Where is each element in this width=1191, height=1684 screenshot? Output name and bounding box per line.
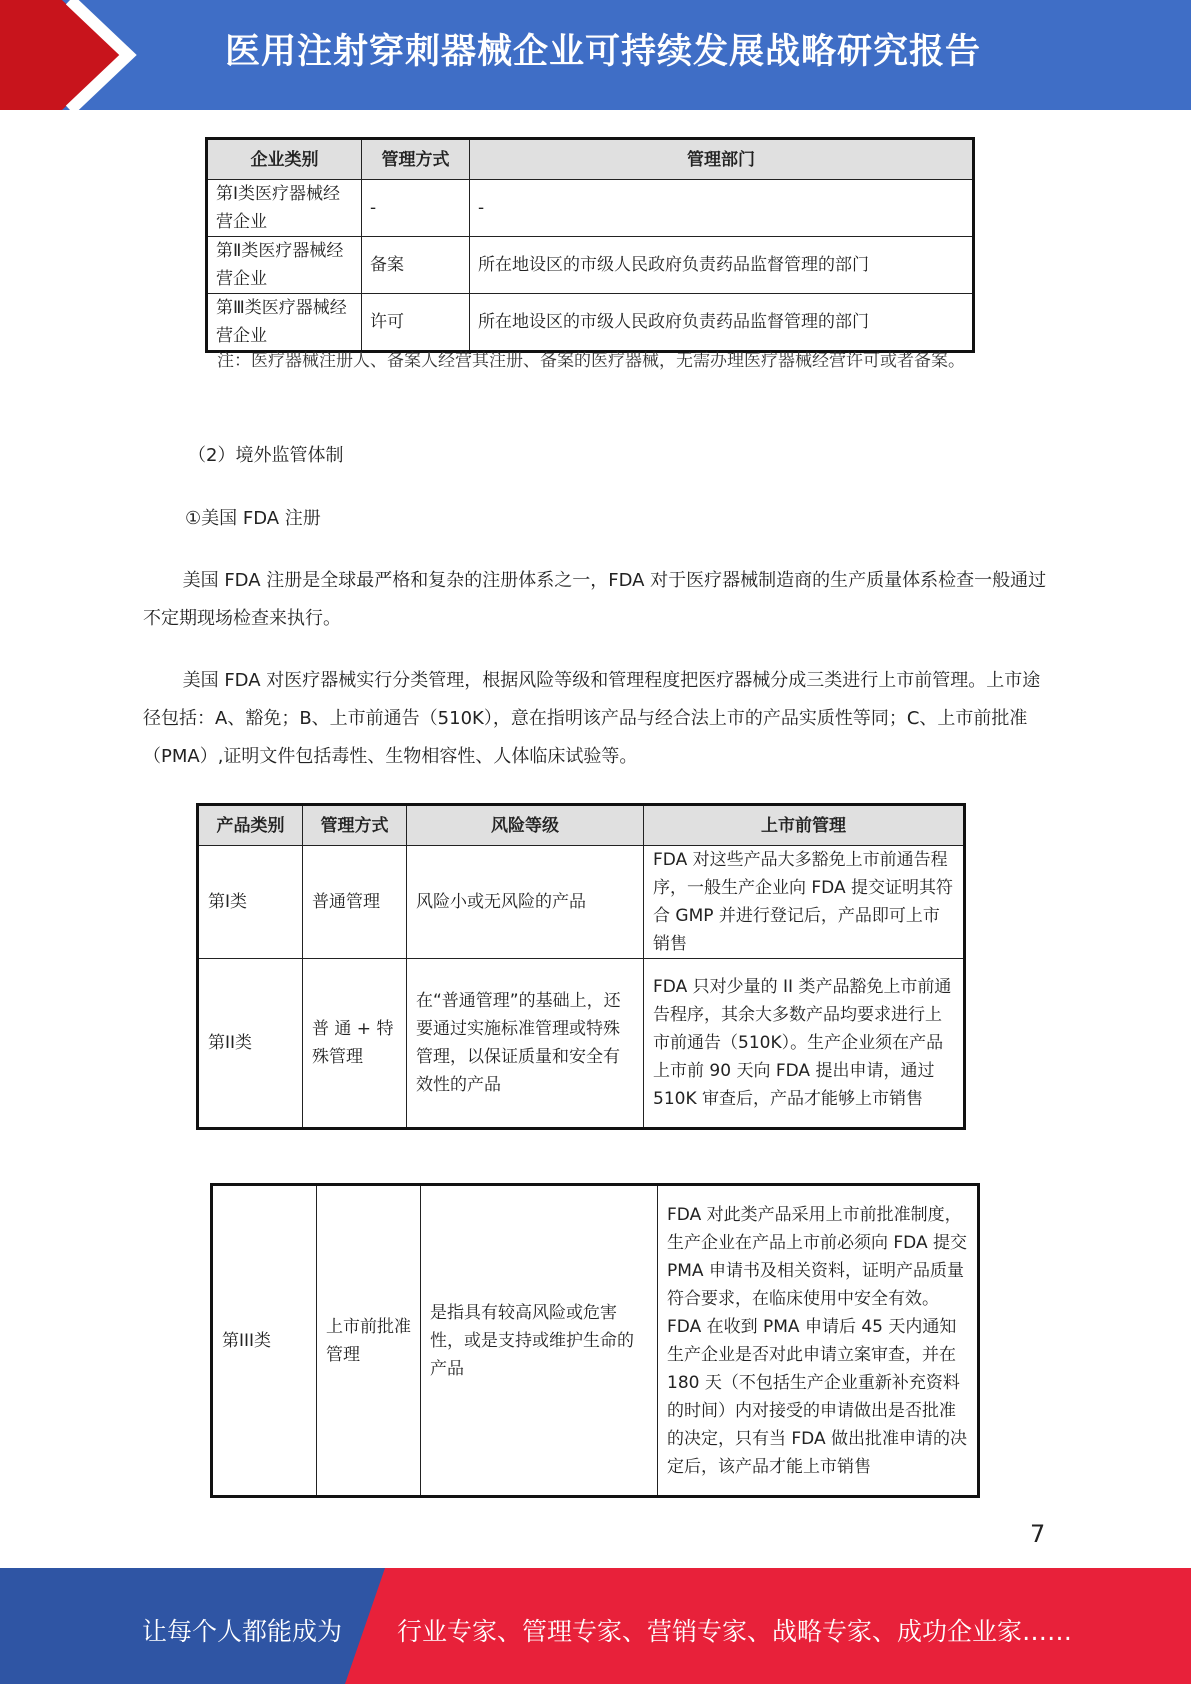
- table-cell: FDA 对此类产品采用上市前批准制度，生产企业在产品上市前必须向 FDA 提交 PMA 申请书及相关资料，证明产品质量符合要求，在临床使用中安全有效。FDA 在收到 PMA 申请后 45 天内通知生产企业是否对此申请立案审查，并在 180 天（不包括生产企业重新补充资料的时间）内对接受的申请做出是否批准的决定，只有当 FDA 做出批准申请的决定后，该产品才能上市销售: [658, 1185, 979, 1497]
- table-row: [207, 180, 974, 237]
- subsection-heading: ①美国 FDA 注册: [185, 508, 321, 529]
- table-header-cell: 上市前管理: [644, 805, 965, 846]
- footer-slogan-right: 行业专家、管理专家、营销专家、战略专家、成功企业家……: [397, 1617, 1073, 1646]
- table-cell: 是指具有较高风险或危害性，或是支持或维护生命的产品: [421, 1185, 658, 1497]
- table-row: [207, 294, 974, 352]
- table-cell: 所在地设区的市级人民政府负责药品监督管理的部门: [470, 237, 974, 294]
- footer-slogan-left: 让每个人都能成为: [142, 1617, 343, 1646]
- paragraph: 美国 FDA 注册是全球最严格和复杂的注册体系之一，FDA 对于医疗器械制造商的生产质量体系检查一般通过不定期现场检查来执行。: [143, 570, 1047, 629]
- fda-class-iii-table: [210, 1183, 980, 1498]
- page-number: 7: [1030, 1520, 1046, 1548]
- table-header-cell: 产品类别: [198, 805, 303, 846]
- table-cell: 第I类: [198, 846, 303, 959]
- table-header-cell: 风险等级: [407, 805, 644, 846]
- table-cell: FDA 只对少量的 II 类产品豁免上市前通告程序，其余大多数产品均要求进行上市前通告（510K）。生产企业须在产品上市前 90 天向 FDA 提出申请，通过 510K 审查后，产品才能够上市销售: [644, 959, 965, 1129]
- page-header: [0, 0, 1191, 110]
- domestic-management-table: [205, 137, 975, 353]
- table-header-row: [207, 139, 974, 180]
- table-header-cell: 管理方式: [362, 139, 470, 180]
- table-cell: 风险小或无风险的产品: [407, 846, 644, 959]
- table-row: [198, 846, 965, 959]
- table-cell: 第Ⅰ类医疗器械经营企业: [207, 180, 362, 237]
- table-cell: 上市前批准管理: [317, 1185, 421, 1497]
- table-cell: 第III类: [212, 1185, 317, 1497]
- table-cell: 备案: [362, 237, 470, 294]
- report-title: 医用注射穿刺器械企业可持续发展战略研究报告: [225, 32, 982, 72]
- table-row: [212, 1185, 979, 1497]
- header-arrow-decoration: [0, 0, 160, 110]
- section-heading: （2）境外监管体制: [188, 445, 344, 466]
- table-header-cell: 管理方式: [303, 805, 407, 846]
- table-header-cell: 管理部门: [470, 139, 974, 180]
- table-cell: -: [470, 180, 974, 237]
- table-cell: 第II类: [198, 959, 303, 1129]
- table-note: 注：医疗器械注册人、备案人经营其注册、备案的医疗器械，无需办理医疗器械经营许可或者备案。: [217, 351, 965, 371]
- table-cell: FDA 对这些产品大多豁免上市前通告程序，一般生产企业向 FDA 提交证明其符合 GMP 并进行登记后，产品即可上市销售: [644, 846, 965, 959]
- table-cell: 所在地设区的市级人民政府负责药品监督管理的部门: [470, 294, 974, 352]
- table-cell: 许可: [362, 294, 470, 352]
- table-cell: -: [362, 180, 470, 237]
- table-header-cell: 企业类别: [207, 139, 362, 180]
- fda-classification-table: [196, 803, 966, 1130]
- table-row: [207, 237, 974, 294]
- paragraph: 美国 FDA 对医疗器械实行分类管理，根据风险等级和管理程度把医疗器械分成三类进行上市前管理。上市途径包括：A、豁免；B、上市前通告（510K），意在指明该产品与经合法上市的产品实质性等同；C、上市前批准（PMA）,证明文件包括毒性、生物相容性、人体临床试验等。: [143, 670, 1041, 767]
- table-cell: 在“普通管理”的基础上，还要通过实施标准管理或特殊管理，以保证质量和安全有效性的产品: [407, 959, 644, 1129]
- table-cell: 普通管理: [303, 846, 407, 959]
- table-cell: 普 通 + 特殊管理: [303, 959, 407, 1129]
- table-header-row: [198, 805, 965, 846]
- table-cell: 第Ⅲ类医疗器械经营企业: [207, 294, 362, 352]
- table-cell: 第Ⅱ类医疗器械经营企业: [207, 237, 362, 294]
- table-row: [198, 959, 965, 1129]
